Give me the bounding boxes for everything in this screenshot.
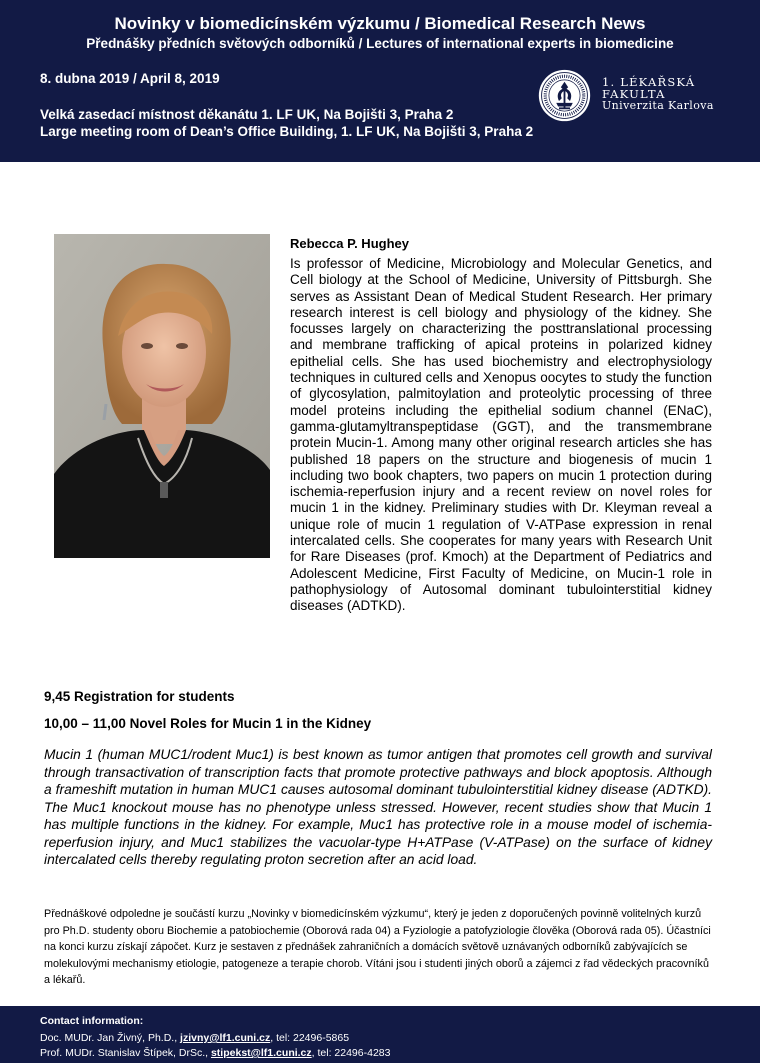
contact-1-tel: , tel: 22496-5865 [270,1032,350,1044]
venue-en: Large meeting room of Dean’s Office Building, 1. LF UK, Na Bojišti 3, Praha 2 [40,124,534,139]
header-title: Novinky v biomedicínském výzkumu / Biomedical Research News [114,14,646,33]
header-subtitle: Přednášky předních světových odborníků / Lectures of international experts in biomedicine [86,36,674,51]
header-band [0,0,760,162]
contact-1-name: Doc. MUDr. Jan Živný, Ph.D., [40,1032,181,1044]
contact-line-1 [40,1032,349,1044]
contact-1-email-link[interactable]: jzivny@lf1.cuni.cz [180,1032,271,1044]
speaker-bio: Is professor of Medicine, Microbiology and Molecular Genetics, and Cell biology at the School of Medicine, University of Pittsburgh. She serves as Assistant Dean of Medical Student Research. Her primary research interest is cell biology and physiology of the kidney. She focusses largely on characterizing the posttranslational processing and membrane trafficking of apical proteins in polarized kidney epithelial cells. She has used biochemistry and electrophysiology techniques in cultured cells and Xenopus oocytes to study the function of glycosylation, palmitoylation and proteolytic processing of three model proteins including the epithelial sodium channel (ENaC), gamma-glutamyltranspeptidase (GGT), and the transmembrane protein Mucin-1. Among many other original research articles she has published 18 papers on the structure and biogenesis of mucin 1 including two book chapters, two papers on mucin 1 protection during ischemia-reperfusion injury and a recent review on novel roles for mucin 1 in the kidney. Preliminary studies with Dr. Kleyman reveal a unique role of mucin 1 regulation of V-ATPase expression in renal intercalated cells. She cooperates for many years with Research Unit for Rare Diseases (prof. Kmoch) at the Department of Pediatrics and Adolescent Medicine, First Faculty of Medicine, on Mucin-1 role in pathophysiology of Autosomal dominant tubulointerstitial kidney diseases (ADTKD). [290,256,712,614]
venue-cz: Velká zasedací místnost děkanátu 1. LF UK, Na Bojišti 3, Praha 2 [40,107,454,122]
course-note: Přednáškové odpoledne je součástí kurzu „Novinky v biomedicínském výzkumu“, který je jeden z doporučených povinně volitelných kurzů pro Ph.D. studenty oboru Biochemie a patobiochemie (Oborová rada 04) a Fyziologie a patofyziologie člověka (Oborová rada 05). Účastníci na konci kurzu získají zápočet. Kurz je sestaven z přednášek zahraničních a domácích světově uznávaných odborníků zabývajících se molekulovými mechanismy etiologie, patogeneze a terapie chorob. Vítáni jsou i studenti jiných oborů a zájemci z řad vědeckých pracovníků a lékařů. [44,908,711,986]
faculty-seal-icon [537,68,592,123]
faculty-logo-text [602,76,714,112]
contact-title: Contact information: [40,1015,144,1027]
speaker-photo [54,234,270,558]
contact-2-name: Prof. MUDr. Stanislav Štípek, DrSc., [40,1047,211,1059]
contact-line-2 [40,1047,390,1059]
event-date: 8. dubna 2019 / April 8, 2019 [40,71,220,86]
registration-time: 9,45 Registration for students [44,689,235,704]
logo-line-1: 1. LÉKAŘSKÁ [602,75,696,89]
logo-line-3: Univerzita Karlova [602,99,714,112]
lecture-abstract: Mucin 1 (human MUC1/rodent Muc1) is best known as tumor antigen that promotes cell growth and survival through transactivation of transcription facts that promote protective pathways and block apoptosis. Although a frameshift mutation in human MUC1 causes autosomal dominant tubulointerstitial kidney disease (ADTKD). The Muc1 knockout mouse has no phenotype unless stressed. However, recent studies show that Mucin 1 has multiple functions in the kidney. For example, Muc1 has protective role in a mouse model of ischemia-reperfusion injury, and Muc1 stabilizes the vacuolar-type H+ATPase (V-ATPase) on the surface of kidney intercalated cells thereby regulating proton secretion after an acid load. [44,747,712,867]
logo-line-2: FAKULTA [602,87,666,101]
contact-2-email-link[interactable]: stipekst@lf1.cuni.cz [210,1047,312,1059]
footer-band [0,1006,760,1063]
speaker-name: Rebecca P. Hughey [290,236,409,251]
contact-2-tel: , tel: 22496-4283 [311,1047,391,1059]
lecture-title: 10,00 – 11,00 Novel Roles for Mucin 1 in the Kidney [44,716,372,731]
